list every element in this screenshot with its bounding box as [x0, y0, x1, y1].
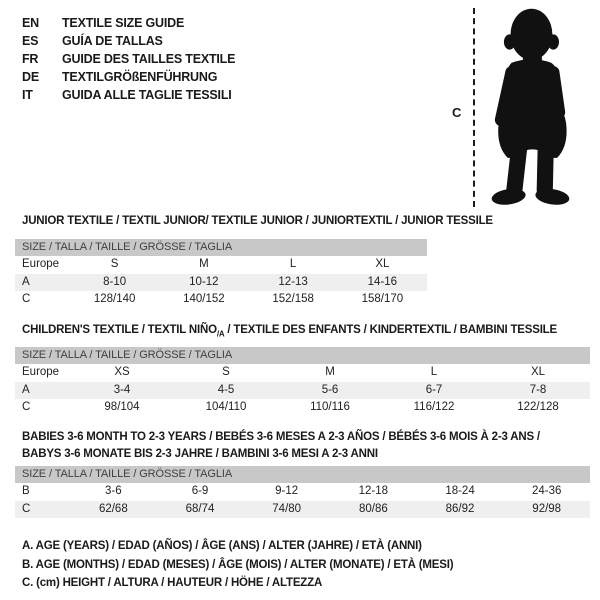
children-title-sub: /A — [216, 329, 225, 339]
row-label: B — [22, 485, 30, 497]
language-code: DE — [22, 70, 39, 84]
table-cell: XL — [375, 258, 390, 270]
children-title-suffix: / TEXTILE DES ENFANTS / KINDERTEXTIL / BAMBINI TESSILE — [224, 324, 557, 336]
table-cell: 98/104 — [104, 401, 140, 413]
table-cell: 3-4 — [113, 383, 131, 396]
size-header-bar: SIZE / TALLA / TAILLE / GRÖSSE / TAGLIA — [15, 239, 427, 256]
table-cell: 80/86 — [358, 502, 388, 515]
table-cell: 10-12 — [189, 275, 219, 288]
table-cell: 152/158 — [272, 293, 314, 305]
table-row — [15, 399, 590, 417]
size-header-bar: SIZE / TALLA / TAILLE / GRÖSSE / TAGLIA — [15, 347, 590, 364]
table-cell: 12-13 — [278, 275, 308, 288]
table-row — [15, 483, 590, 501]
table-cell: 86/92 — [445, 502, 475, 515]
table-cell: 6-7 — [425, 383, 443, 396]
table-cell: 14-16 — [367, 275, 398, 288]
language-row-es — [22, 32, 235, 50]
language-row-it — [22, 86, 235, 104]
table-cell: 74/80 — [272, 502, 302, 515]
language-title: GUIDA ALLE TAGLIE TESSILI — [62, 88, 232, 102]
table-cell: 140/152 — [183, 293, 225, 305]
table-cell: 116/122 — [413, 401, 455, 413]
language-code: EN — [22, 16, 39, 30]
table-cell: M — [325, 366, 335, 378]
table-cell: 18-24 — [445, 485, 475, 497]
language-title-list — [22, 14, 235, 104]
table-row — [15, 501, 590, 519]
height-measure-label: C — [452, 105, 462, 120]
language-row-fr — [22, 50, 235, 68]
toddler-silhouette-icon — [483, 5, 578, 211]
table-cell: 9-12 — [275, 485, 299, 497]
junior-size-table — [15, 239, 427, 309]
table-cell: S — [110, 258, 119, 270]
row-label: C — [22, 502, 31, 515]
table-cell: 92/98 — [532, 502, 562, 515]
table-cell: 158/170 — [361, 293, 404, 305]
row-label: C — [22, 401, 31, 413]
table-row — [15, 364, 590, 382]
footnote-height-cm: C. (cm) HEIGHT / ALTURA / HAUTEUR / HÖHE / ALTEZZA — [22, 577, 323, 589]
language-code: IT — [22, 88, 33, 102]
table-cell: 128/140 — [93, 293, 136, 305]
children-title-prefix: CHILDREN'S TEXTILE / TEXTIL NIÑO — [22, 324, 217, 336]
table-cell: 4-5 — [217, 383, 235, 396]
size-header-bar: SIZE / TALLA / TAILLE / GRÖSSE / TAGLIA — [15, 466, 590, 483]
language-code: ES — [22, 34, 39, 48]
table-cell: 122/128 — [517, 401, 559, 413]
table-row — [15, 274, 427, 292]
table-row — [15, 256, 427, 274]
table-cell: 24-36 — [531, 485, 562, 497]
table-cell: XS — [114, 366, 130, 378]
language-title: GUIDE DES TAILLES TEXTILE — [62, 52, 236, 66]
table-cell: 5-6 — [321, 383, 339, 396]
row-label: Europe — [22, 366, 60, 378]
babies-title-line2: BABYS 3-6 MONATE BIS 2-3 JAHRE / BAMBINI 3-6 MESI A 2-3 ANNI — [22, 448, 378, 460]
table-cell: 8-10 — [103, 275, 127, 288]
children-size-table — [15, 347, 590, 417]
language-title: TEXTILE SIZE GUIDE — [62, 16, 185, 30]
table-cell: XL — [530, 366, 546, 378]
table-cell: 68/74 — [185, 502, 215, 515]
language-code: FR — [22, 52, 39, 66]
table-row — [15, 382, 590, 400]
table-cell: L — [430, 366, 438, 378]
table-cell: 62/68 — [98, 502, 128, 515]
row-label: A — [22, 275, 30, 288]
footnote-age-years: A. AGE (YEARS) / EDAD (AÑOS) / ÂGE (ANS) / ALTER (JAHRE) / ETÀ (ANNI) — [22, 540, 422, 552]
row-label: A — [22, 383, 30, 396]
babies-size-table — [15, 466, 590, 518]
footnotes — [22, 537, 453, 593]
row-label: Europe — [22, 258, 60, 270]
babies-section-title — [22, 429, 540, 463]
row-label: C — [22, 293, 31, 305]
table-cell: S — [222, 366, 230, 378]
language-title: GUÍA DE TALLAS — [62, 34, 163, 48]
table-row — [15, 291, 427, 309]
language-row-en — [22, 14, 235, 32]
children-section-title — [22, 324, 557, 338]
table-cell: 7-8 — [529, 383, 547, 396]
table-cell: 110/116 — [310, 401, 350, 413]
table-cell: 6-9 — [191, 485, 209, 497]
babies-title-line1: BABIES 3-6 MONTH TO 2-3 YEARS / BEBÉS 3-6 MESES A 2-3 AÑOS / BÉBÉS 3-6 MOIS À 2-3 ANS / — [22, 431, 540, 443]
language-row-de — [22, 68, 235, 86]
table-cell: L — [289, 258, 297, 270]
language-title: TEXTILGRÖßENFÜHRUNG — [62, 70, 218, 84]
table-cell: 3-6 — [105, 485, 122, 497]
table-cell: M — [199, 258, 209, 270]
footnote-age-months: B. AGE (MONTHS) / EDAD (MESES) / ÂGE (MOIS) / ALTER (MONATE) / ETÀ (MESI) — [22, 558, 454, 571]
height-measure-dashed-line — [473, 8, 475, 207]
table-cell: 104/110 — [205, 401, 247, 413]
junior-section-title: JUNIOR TEXTILE / TEXTIL JUNIOR/ TEXTILE JUNIOR / JUNIORTEXTIL / JUNIOR TESSILE — [22, 215, 493, 227]
table-cell: 12-18 — [358, 485, 389, 497]
